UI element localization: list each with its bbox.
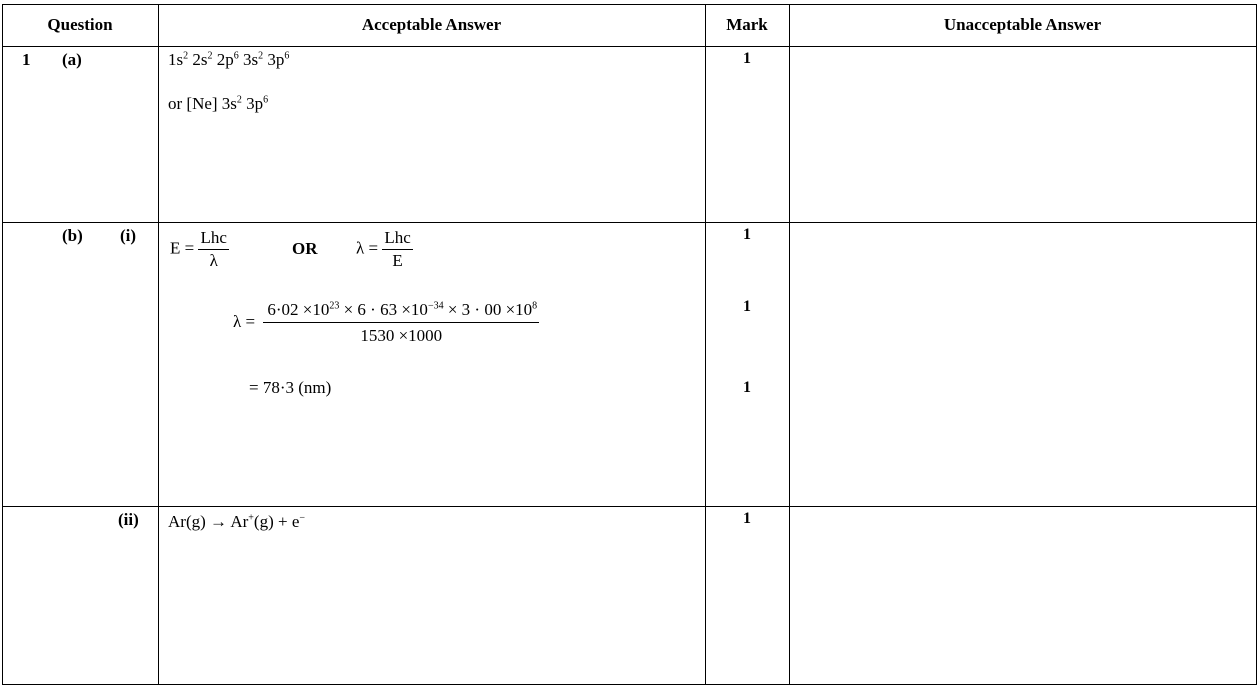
ionisation-equation: Ar(g) → Ar+(g) + e−: [168, 512, 306, 531]
energy-fraction: $\frac{\text{Lhc}}{\lambda}$: [200, 228, 227, 270]
row-divider: [2, 506, 1256, 507]
wavelength-result: = 78·3 (nm): [249, 378, 332, 397]
question-number: 1: [22, 50, 31, 69]
table-border-left: [2, 4, 3, 685]
wavelength-calculation: λ = $\frac{6\cdot 02 \times 10^{23} \times 6 \cdot 63 \times 10^{-34} \times 3 \cdot 00 \times 10^8}{1530 \times 1000}$: [233, 300, 538, 345]
mark-value: 1: [743, 510, 751, 527]
header-acceptable-answer: Acceptable Answer: [361, 15, 502, 34]
header-unacceptable-answer: Unacceptable Answer: [943, 15, 1102, 34]
wavelength-equation: λ = $\frac{\text{Lhc}}{E}$: [356, 228, 411, 270]
header-divider: [2, 46, 1256, 47]
column-divider: [158, 4, 159, 685]
mark-value: 1: [743, 226, 751, 243]
column-divider: [705, 4, 706, 685]
energy-equation: E = $\frac{\text{Lhc}}{\lambda}$: [170, 228, 227, 270]
row-divider: [2, 222, 1256, 223]
header-question: Question: [47, 15, 113, 34]
question-subpart: (i): [120, 226, 137, 245]
table-border-top: [2, 4, 1256, 5]
question-part: (b): [62, 226, 83, 245]
mark-value: 1: [743, 298, 751, 315]
mark-value: 1: [743, 379, 751, 396]
table-border-bottom: [2, 684, 1256, 685]
question-part: (a): [62, 50, 82, 69]
header-mark: Mark: [726, 15, 768, 34]
mark-value: 1: [743, 50, 751, 67]
question-subpart: (ii): [118, 510, 139, 529]
table-border-right: [1256, 4, 1257, 685]
wavelength-fraction: $\frac{\text{Lhc}}{E}$: [384, 228, 411, 270]
calculation-fraction: $\frac{6\cdot 02 \times 10^{23} \times 6 \cdot 63 \times 10^{-34} \times 3 \cdot 00 \times 10^8}{1530 \times 1000}$: [263, 300, 539, 346]
column-divider: [789, 4, 790, 685]
or-connector: OR: [292, 239, 318, 258]
electron-configuration: $1s^2$ $2s^2$ $2p^6$ $3s^2$ $3p^6$: [168, 50, 290, 69]
electron-configuration-alt: or [Ne] $3s^2$ $3p^6$: [168, 94, 269, 113]
